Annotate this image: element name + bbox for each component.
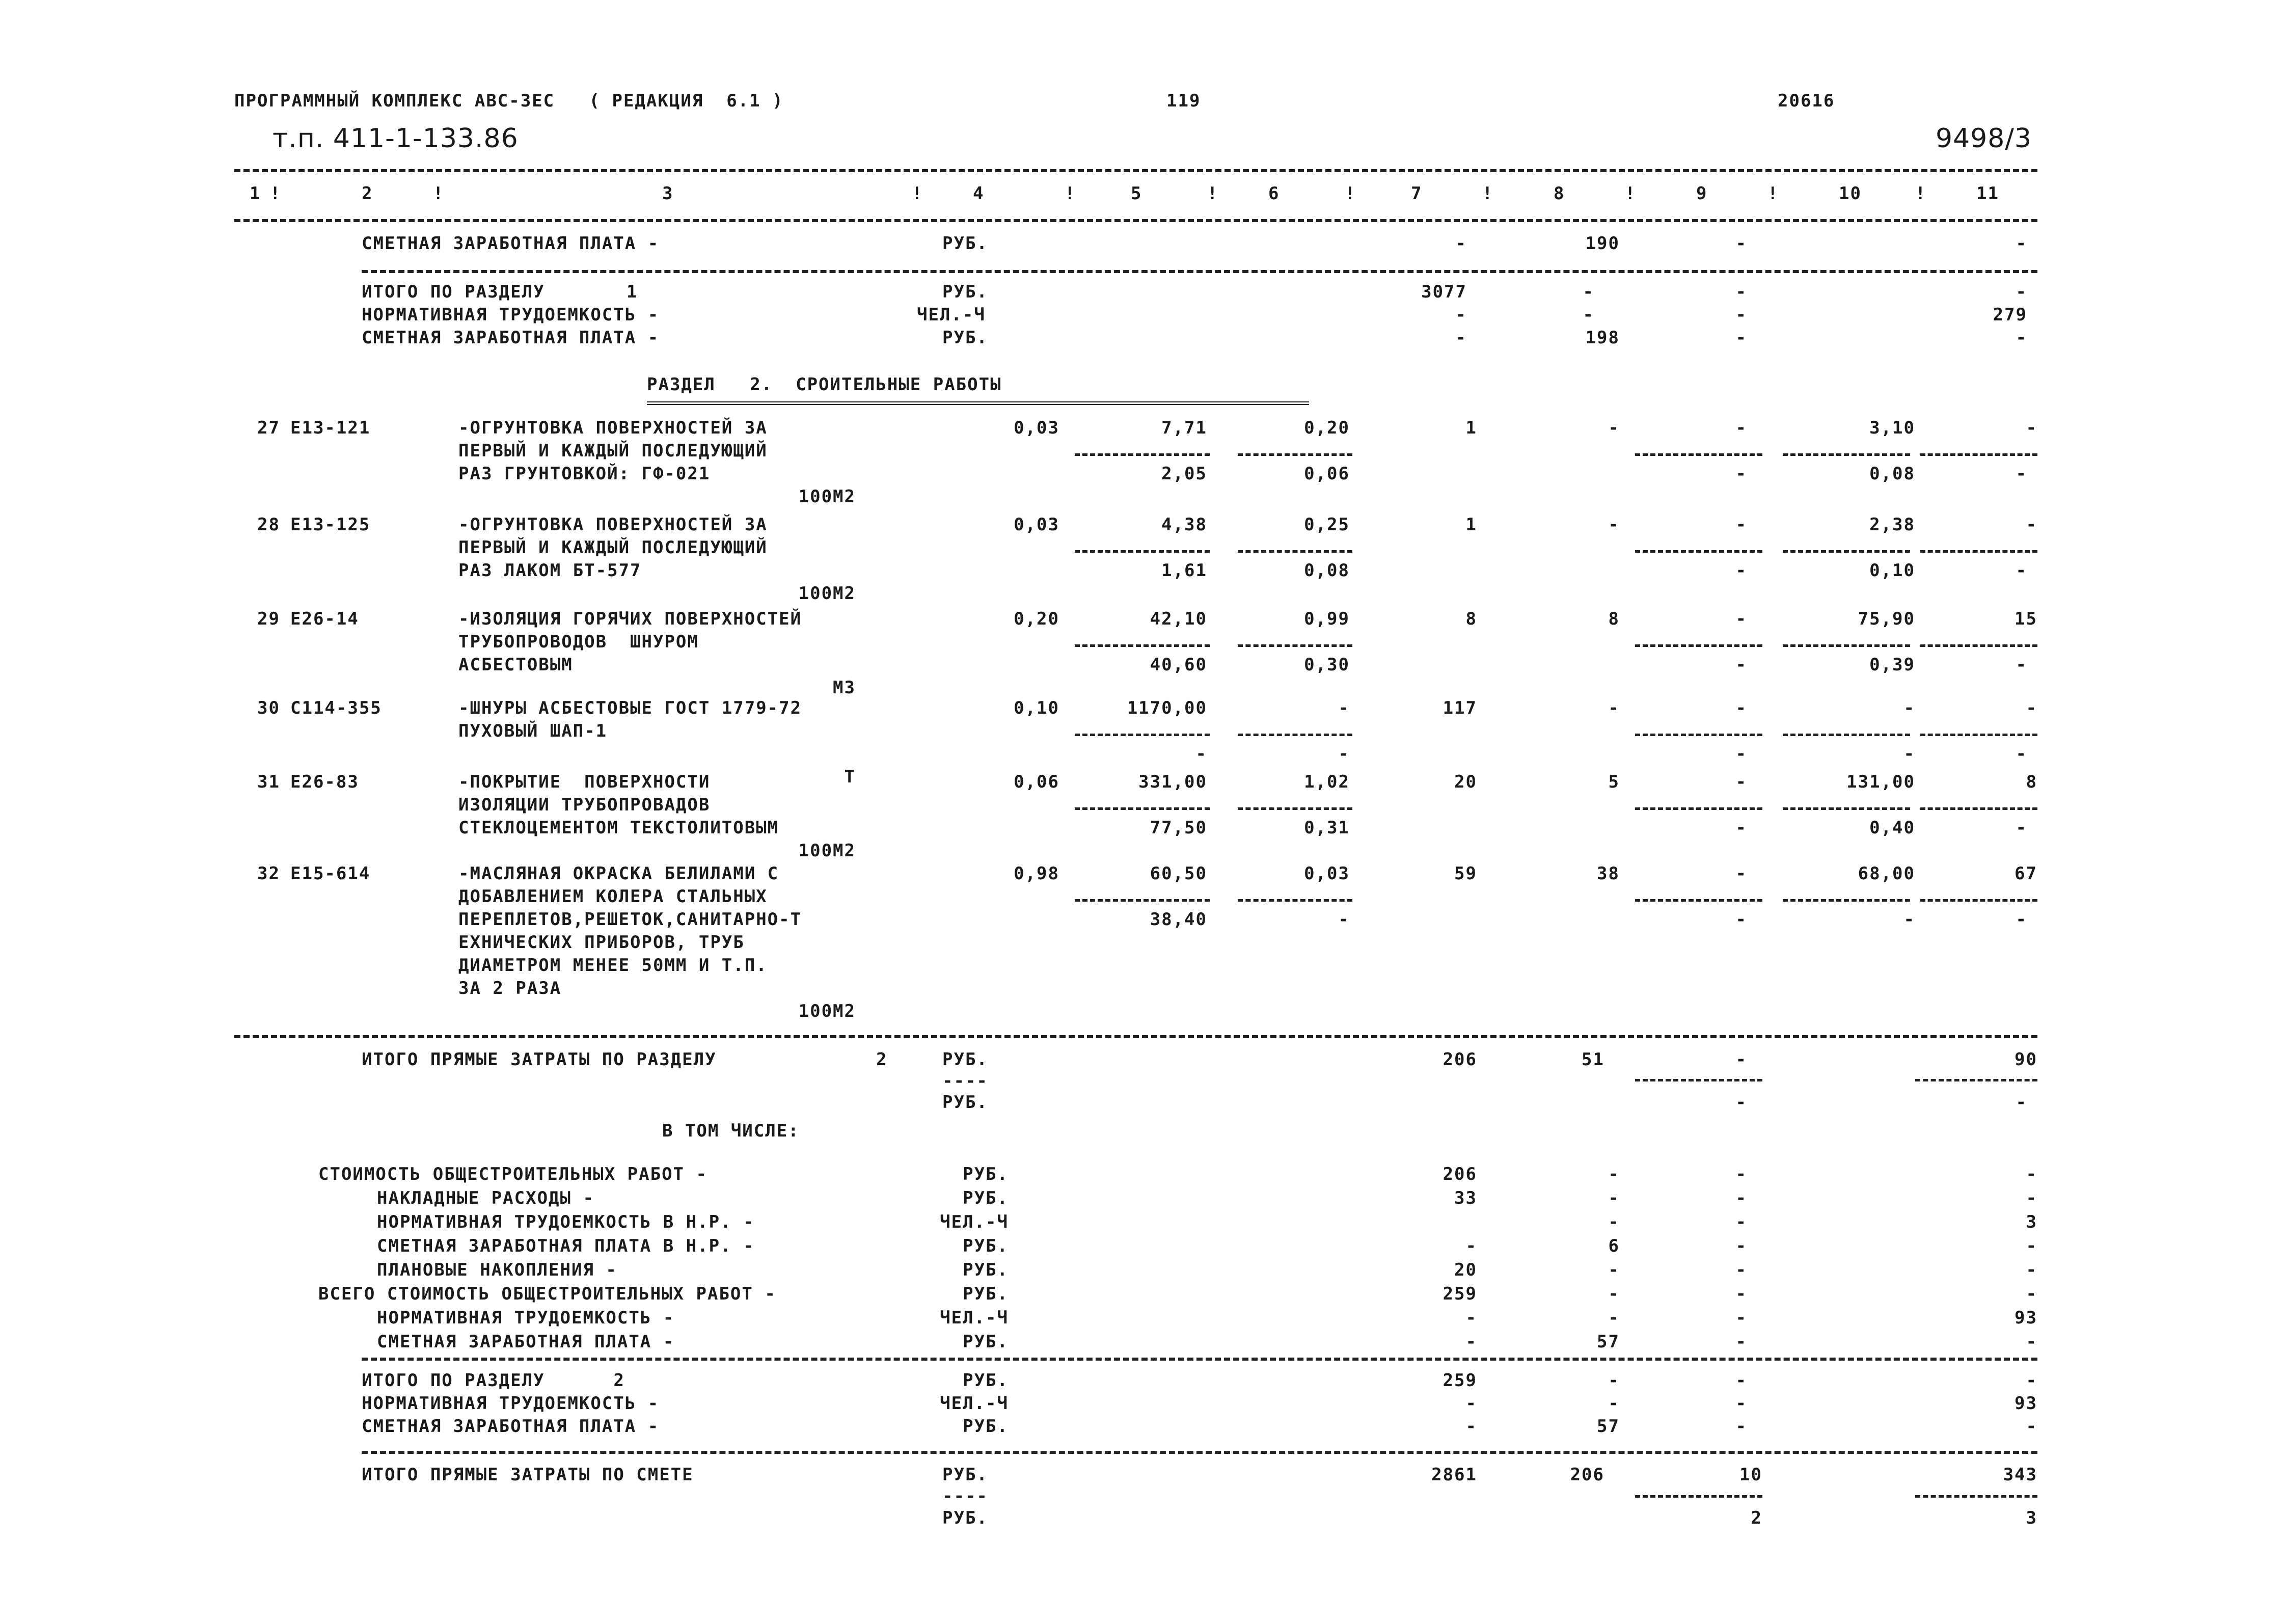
rule <box>362 270 2037 273</box>
rule <box>1635 1079 1762 1081</box>
item-unit: 100М2 <box>798 1001 856 1021</box>
summary-c11: - <box>2016 233 2027 254</box>
breakdown-c8: - <box>1608 1308 1620 1328</box>
item-c8: - <box>1608 418 1620 438</box>
summary-c9: - <box>1735 233 1747 254</box>
item-c7: 8 <box>1465 609 1477 629</box>
item-price-labor: - <box>1338 698 1350 718</box>
item-number: 28 <box>257 515 280 535</box>
item-c11: - <box>2026 515 2037 535</box>
breakdown-c7: - <box>1465 1332 1477 1352</box>
item-c9: - <box>1735 609 1747 629</box>
item-desc: ПЕРВЫЙ И КАЖДЫЙ ПОСЛЕДУЮЩИЙ <box>458 441 768 461</box>
item-desc: ДОБАВЛЕНИЕМ КОЛЕРА СТАЛЬНЫХ <box>458 886 768 907</box>
summary-c8: - <box>1583 282 1594 302</box>
breakdown-c11: - <box>2026 1260 2037 1280</box>
item-c7: 20 <box>1454 772 1477 792</box>
item-c10: - <box>1903 698 1915 718</box>
item-code: Е13-121 <box>290 418 371 438</box>
item-price-total: 4,38 <box>1161 515 1207 535</box>
estimate-total-c9b: 2 <box>1751 1508 1762 1528</box>
item-desc: АСБЕСТОВЫМ <box>458 655 573 675</box>
rule <box>1635 899 1762 902</box>
section-total-label: ИТОГО ПО РАЗДЕЛУ 2 <box>362 1370 625 1391</box>
summary-c7: - <box>1455 328 1467 348</box>
col-11: 11 <box>1976 183 1999 204</box>
item-c7: 59 <box>1454 863 1477 884</box>
rule <box>1783 807 1910 810</box>
breakdown-c9: - <box>1735 1188 1747 1208</box>
direct-costs-c9b: - <box>1735 1092 1747 1113</box>
breakdown-label: НОРМАТИВНАЯ ТРУДОЕМКОСТЬ В Н.Р. - <box>377 1212 755 1232</box>
summary-c8: - <box>1583 305 1594 325</box>
item-code: С114-355 <box>290 698 382 718</box>
direct-costs-c11b: - <box>2016 1092 2027 1113</box>
item-unit: 100М2 <box>798 486 856 507</box>
rule <box>1635 453 1762 456</box>
section-total-label: СМЕТНАЯ ЗАРАБОТНАЯ ПЛАТА - <box>362 1416 660 1437</box>
breakdown-c9: - <box>1735 1308 1747 1328</box>
item-price-labor: 0,99 <box>1304 609 1350 629</box>
breakdown-label: ПЛАНОВЫЕ НАКОПЛЕНИЯ - <box>377 1260 617 1280</box>
item-c10b: 0,10 <box>1869 560 1915 581</box>
summary-c11: 279 <box>1993 305 2027 325</box>
item-c11b: - <box>2016 818 2027 838</box>
breakdown-c11: - <box>2026 1164 2037 1184</box>
breakdown-c7: - <box>1465 1308 1477 1328</box>
direct-costs-unit-rule: ---- <box>942 1071 988 1091</box>
breakdown-c7: - <box>1465 1236 1477 1256</box>
item-c9b: - <box>1735 909 1747 930</box>
summary-c7: 3077 <box>1421 282 1467 302</box>
item-code: Е26-83 <box>290 772 359 792</box>
item-code: Е13-125 <box>290 515 371 535</box>
item-c9: - <box>1735 418 1747 438</box>
summary-c7: - <box>1455 305 1467 325</box>
item-c9: - <box>1735 515 1747 535</box>
item-desc: ИЗОЛЯЦИИ ТРУБОПРОВАДОВ <box>458 795 711 815</box>
item-unit: 100М2 <box>798 841 856 861</box>
document-code: 20616 <box>1778 91 1835 111</box>
item-desc: -МАСЛЯНАЯ ОКРАСКА БЕЛИЛАМИ С <box>458 863 779 884</box>
col-5: 5 <box>1131 183 1142 204</box>
sheet-number: 9498/3 <box>1936 123 2032 154</box>
item-desc: -ОГРУНТОВКА ПОВЕРХНОСТЕЙ ЗА <box>458 515 768 535</box>
section-total-c8: 57 <box>1597 1416 1620 1437</box>
item-price-labor: 0,20 <box>1304 418 1350 438</box>
summary-c9: - <box>1735 328 1747 348</box>
breakdown-c9: - <box>1735 1164 1747 1184</box>
item-desc: ЗА 2 РАЗА <box>458 978 562 998</box>
breakdown-c11: - <box>2026 1236 2037 1256</box>
item-price-wage: 38,40 <box>1150 909 1207 930</box>
item-price-labor: 1,02 <box>1304 772 1350 792</box>
item-c11: - <box>2026 698 2037 718</box>
item-c7: 1 <box>1465 418 1477 438</box>
section-total-c11: 93 <box>2015 1393 2037 1414</box>
breakdown-unit: РУБ. <box>963 1260 1009 1280</box>
breakdown-c9: - <box>1735 1236 1747 1256</box>
rule <box>1635 550 1762 553</box>
item-c7: 117 <box>1443 698 1477 718</box>
item-c11b: - <box>2016 464 2027 484</box>
item-c10b: - <box>1903 744 1915 764</box>
summary-section-num: 1 <box>627 282 638 302</box>
rule <box>1075 550 1210 553</box>
item-price-total: 42,10 <box>1150 609 1207 629</box>
item-desc: ПУХОВЫЙ ШАП-1 <box>458 721 608 741</box>
breakdown-unit: РУБ. <box>963 1284 1009 1304</box>
breakdown-unit: РУБ. <box>963 1188 1009 1208</box>
rule <box>234 1035 2037 1038</box>
including-heading: В ТОМ ЧИСЛЕ: <box>662 1121 800 1141</box>
item-number: 31 <box>257 772 280 792</box>
rule <box>1238 899 1352 902</box>
summary-label: НОРМАТИВНАЯ ТРУДОЕМКОСТЬ - <box>362 305 660 325</box>
item-c9b: - <box>1735 560 1747 581</box>
item-number: 27 <box>257 418 280 438</box>
direct-costs-c11: 90 <box>2015 1049 2037 1070</box>
breakdown-c9: - <box>1735 1284 1747 1304</box>
item-price-wage-labor: 0,31 <box>1304 818 1350 838</box>
section-total-c7: 259 <box>1443 1370 1477 1391</box>
item-c10b: 0,40 <box>1869 818 1915 838</box>
item-quantity: 0,06 <box>1014 772 1059 792</box>
item-c10: 2,38 <box>1869 515 1915 535</box>
item-price-wage: 40,60 <box>1150 655 1207 675</box>
summary-unit: РУБ. <box>942 328 988 348</box>
rule <box>362 1358 2037 1361</box>
item-quantity: 0,20 <box>1014 609 1059 629</box>
item-desc: -ШНУРЫ АСБЕСТОВЫЕ ГОСТ 1779-72 <box>458 698 802 718</box>
summary-label: СМЕТНАЯ ЗАРАБОТНАЯ ПЛАТА - <box>362 328 660 348</box>
item-c10b: - <box>1903 909 1915 930</box>
direct-costs-c8: 51 <box>1582 1049 1604 1070</box>
section-total-c9: - <box>1735 1370 1747 1391</box>
breakdown-c11: 93 <box>2015 1308 2037 1328</box>
summary-c9: - <box>1735 305 1747 325</box>
estimate-total-c7: 2861 <box>1431 1465 1477 1485</box>
rule <box>362 1451 2037 1454</box>
item-c7: 1 <box>1465 515 1477 535</box>
col-7: 7 <box>1411 183 1423 204</box>
breakdown-label: НАКЛАДНЫЕ РАСХОДЫ - <box>377 1188 594 1208</box>
breakdown-c9: - <box>1735 1332 1747 1352</box>
direct-costs-section-num: 2 <box>876 1049 888 1070</box>
item-desc: СТЕКЛОЦЕМЕНТОМ ТЕКСТОЛИТОВЫМ <box>458 818 779 838</box>
breakdown-c9: - <box>1735 1212 1747 1232</box>
page-number: 119 <box>1166 91 1201 111</box>
item-c10: 131,00 <box>1846 772 1915 792</box>
item-c11b: - <box>2016 655 2027 675</box>
item-number: 32 <box>257 863 280 884</box>
item-price-total: 60,50 <box>1150 863 1207 884</box>
summary-label: ИТОГО ПО РАЗДЕЛУ <box>362 282 545 302</box>
rule <box>1920 550 2037 553</box>
item-quantity: 0,03 <box>1014 418 1059 438</box>
direct-costs-unit: РУБ. <box>942 1049 988 1070</box>
breakdown-c7: 33 <box>1454 1188 1477 1208</box>
item-c9b: - <box>1735 744 1747 764</box>
breakdown-unit: ЧЕЛ.-Ч <box>940 1212 1009 1232</box>
item-desc: ДИАМЕТРОМ МЕНЕЕ 50ММ И Т.П. <box>458 955 768 976</box>
item-price-wage: 2,05 <box>1161 464 1207 484</box>
breakdown-c7: 259 <box>1443 1284 1477 1304</box>
section-total-c7: - <box>1465 1416 1477 1437</box>
rule <box>1635 807 1762 810</box>
breakdown-c8: - <box>1608 1260 1620 1280</box>
item-c11: 67 <box>2015 863 2037 884</box>
breakdown-c8: 6 <box>1608 1236 1620 1256</box>
estimate-total-label: ИТОГО ПРЯМЫЕ ЗАТРАТЫ ПО СМЕТЕ <box>362 1465 694 1485</box>
item-price-wage-labor: 0,30 <box>1304 655 1350 675</box>
section-total-c9: - <box>1735 1416 1747 1437</box>
estimate-total-unit: РУБ. <box>942 1465 988 1485</box>
estimate-total-c9: 10 <box>1739 1465 1762 1485</box>
rule <box>1238 644 1352 647</box>
section-title-underline <box>647 401 1309 405</box>
section-total-unit: РУБ. <box>963 1416 1009 1437</box>
direct-costs-c9: - <box>1735 1049 1747 1070</box>
breakdown-label: СМЕТНАЯ ЗАРАБОТНАЯ ПЛАТА - <box>377 1332 675 1352</box>
section-total-c8: - <box>1608 1370 1620 1391</box>
rule <box>1915 1495 2037 1498</box>
header-rule-bottom <box>234 219 2037 222</box>
rule <box>1075 453 1210 456</box>
breakdown-c11: - <box>2026 1284 2037 1304</box>
col-1: 1 <box>250 183 261 204</box>
item-c8: - <box>1608 698 1620 718</box>
item-c11: 8 <box>2026 772 2037 792</box>
summary-c8: 190 <box>1585 233 1620 254</box>
rule <box>1920 807 2037 810</box>
rule <box>1783 734 1910 736</box>
item-c9b: - <box>1735 655 1747 675</box>
col-8: 8 <box>1554 183 1565 204</box>
item-desc: РАЗ ГРУНТОВКОЙ: ГФ-021 <box>458 464 711 484</box>
item-c8: - <box>1608 515 1620 535</box>
col-3: 3 <box>662 183 674 204</box>
section-total-c11: - <box>2026 1416 2037 1437</box>
estimate-total-unit-2: РУБ. <box>942 1508 988 1528</box>
summary-unit: ЧЕЛ.-Ч <box>917 305 986 325</box>
item-desc: ТРУБОПРОВОДОВ ШНУРОМ <box>458 632 699 652</box>
item-price-wage-labor: - <box>1338 909 1350 930</box>
item-c9: - <box>1735 772 1747 792</box>
item-c11b: - <box>2016 560 2027 581</box>
breakdown-c11: 3 <box>2026 1212 2037 1232</box>
breakdown-c7: 20 <box>1454 1260 1477 1280</box>
section-total-unit: ЧЕЛ.-Ч <box>940 1393 1009 1414</box>
rule <box>1920 644 2037 647</box>
section-total-label: НОРМАТИВНАЯ ТРУДОЕМКОСТЬ - <box>362 1393 660 1414</box>
rule <box>1238 550 1352 553</box>
item-c10: 75,90 <box>1858 609 1915 629</box>
breakdown-unit: РУБ. <box>963 1332 1009 1352</box>
estimate-total-c11: 343 <box>2003 1465 2037 1485</box>
item-desc: -ИЗОЛЯЦИЯ ГОРЯЧИХ ПОВЕРХНОСТЕЙ <box>458 609 802 629</box>
section-total-c9: - <box>1735 1393 1747 1414</box>
item-c11b: - <box>2016 744 2027 764</box>
summary-unit: РУБ. <box>942 282 988 302</box>
item-desc: ЕХНИЧЕСКИХ ПРИБОРОВ, ТРУБ <box>458 932 745 953</box>
item-price-wage: - <box>1195 744 1207 764</box>
direct-costs-label: ИТОГО ПРЯМЫЕ ЗАТРАТЫ ПО РАЗДЕЛУ <box>362 1049 717 1070</box>
item-number: 29 <box>257 609 280 629</box>
project-number: т.п. 411-1-133.86 <box>273 123 519 154</box>
summary-unit: РУБ. <box>942 233 988 254</box>
item-c11: - <box>2026 418 2037 438</box>
item-price-wage-labor: 0,06 <box>1304 464 1350 484</box>
rule <box>1238 734 1352 736</box>
rule <box>1920 734 2037 736</box>
header-rule-top <box>234 169 2037 172</box>
breakdown-c8: 57 <box>1597 1332 1620 1352</box>
item-desc: -ОГРУНТОВКА ПОВЕРХНОСТЕЙ ЗА <box>458 418 768 438</box>
summary-c7: - <box>1455 233 1467 254</box>
rule <box>1635 644 1762 647</box>
rule <box>1635 1495 1762 1498</box>
item-price-labor: 0,25 <box>1304 515 1350 535</box>
item-c10: 68,00 <box>1858 863 1915 884</box>
item-price-labor: 0,03 <box>1304 863 1350 884</box>
breakdown-c8: - <box>1608 1284 1620 1304</box>
rule <box>1075 644 1210 647</box>
col-10: 10 <box>1839 183 1862 204</box>
item-price-wage-labor: - <box>1338 744 1350 764</box>
rule <box>1915 1079 2037 1081</box>
item-price-wage: 77,50 <box>1150 818 1207 838</box>
breakdown-label: СТОИМОСТЬ ОБЩЕСТРОИТЕЛЬНЫХ РАБОТ - <box>318 1164 707 1184</box>
item-c10: 3,10 <box>1869 418 1915 438</box>
section-total-c8: - <box>1608 1393 1620 1414</box>
direct-costs-c7: 206 <box>1443 1049 1477 1070</box>
direct-costs-unit-2: РУБ. <box>942 1092 988 1113</box>
rule <box>1238 453 1352 456</box>
item-code: Е15-614 <box>290 863 371 884</box>
section-total-c7: - <box>1465 1393 1477 1414</box>
item-c11b: - <box>2016 909 2027 930</box>
item-desc: ПЕРВЫЙ И КАЖДЫЙ ПОСЛЕДУЮЩИЙ <box>458 537 768 558</box>
rule <box>1783 453 1910 456</box>
rule <box>1075 734 1210 736</box>
item-quantity: 0,03 <box>1014 515 1059 535</box>
summary-c8: 198 <box>1585 328 1620 348</box>
summary-c9: - <box>1735 282 1747 302</box>
item-number: 30 <box>257 698 280 718</box>
item-unit: Т <box>844 767 856 787</box>
estimate-total-unit-rule: ---- <box>942 1486 988 1506</box>
breakdown-unit: РУБ. <box>963 1236 1009 1256</box>
breakdown-c8: - <box>1608 1164 1620 1184</box>
breakdown-unit: ЧЕЛ.-Ч <box>940 1308 1009 1328</box>
item-c10b: 0,39 <box>1869 655 1915 675</box>
item-desc: ПЕРЕПЛЕТОВ,РЕШЕТОК,САНИТАРНО-Т <box>458 909 802 930</box>
item-quantity: 0,10 <box>1014 698 1059 718</box>
item-c9: - <box>1735 698 1747 718</box>
breakdown-c7: 206 <box>1443 1164 1477 1184</box>
breakdown-label: СМЕТНАЯ ЗАРАБОТНАЯ ПЛАТА В Н.Р. - <box>377 1236 755 1256</box>
breakdown-c8: - <box>1608 1188 1620 1208</box>
item-desc: РАЗ ЛАКОМ БТ-577 <box>458 560 642 581</box>
rule <box>1635 734 1762 736</box>
section-total-c11: - <box>2026 1370 2037 1391</box>
item-price-total: 1170,00 <box>1127 698 1207 718</box>
rule <box>1783 550 1910 553</box>
item-c9b: - <box>1735 818 1747 838</box>
breakdown-label: ВСЕГО СТОИМОСТЬ ОБЩЕСТРОИТЕЛЬНЫХ РАБОТ - <box>318 1284 776 1304</box>
item-price-total: 7,71 <box>1161 418 1207 438</box>
item-c9: - <box>1735 863 1747 884</box>
section-total-unit: РУБ. <box>963 1370 1009 1391</box>
breakdown-c8: - <box>1608 1212 1620 1232</box>
item-price-total: 331,00 <box>1138 772 1207 792</box>
program-header: ПРОГРАММНЫЙ КОМПЛЕКС АВС-ЗЕС ( РЕДАКЦИЯ 6.1 ) <box>234 91 784 111</box>
rule <box>1238 807 1352 810</box>
rule <box>1075 899 1210 902</box>
item-desc: -ПОКРЫТИЕ ПОВЕРХНОСТИ <box>458 772 711 792</box>
item-unit: М3 <box>833 678 856 698</box>
col-4: 4 <box>973 183 985 204</box>
rule <box>1783 644 1910 647</box>
item-unit: 100М2 <box>798 583 856 604</box>
rule <box>1920 453 2037 456</box>
section-title: РАЗДЕЛ 2. СРОИТЕЛЬНЫЕ РАБОТЫ <box>647 374 1002 395</box>
item-c8: 8 <box>1608 609 1620 629</box>
breakdown-c9: - <box>1735 1260 1747 1280</box>
item-quantity: 0,98 <box>1014 863 1059 884</box>
estimate-total-c11b: 3 <box>2026 1508 2037 1528</box>
item-code: Е26-14 <box>290 609 359 629</box>
breakdown-unit: РУБ. <box>963 1164 1009 1184</box>
col-6: 6 <box>1268 183 1280 204</box>
summary-c11: - <box>2016 282 2027 302</box>
summary-c11: - <box>2016 328 2027 348</box>
item-c9b: - <box>1735 464 1747 484</box>
item-price-wage: 1,61 <box>1161 560 1207 581</box>
rule <box>1920 899 2037 902</box>
col-2: 2 <box>362 183 373 204</box>
summary-label: СМЕТНАЯ ЗАРАБОТНАЯ ПЛАТА - <box>362 233 660 254</box>
item-c11: 15 <box>2015 609 2037 629</box>
item-price-wage-labor: 0,08 <box>1304 560 1350 581</box>
item-c8: 5 <box>1608 772 1620 792</box>
rule <box>1783 899 1910 902</box>
rule <box>1075 807 1210 810</box>
item-c10b: 0,08 <box>1869 464 1915 484</box>
breakdown-label: НОРМАТИВНАЯ ТРУДОЕМКОСТЬ - <box>377 1308 675 1328</box>
breakdown-c11: - <box>2026 1188 2037 1208</box>
estimate-total-c8: 206 <box>1570 1465 1604 1485</box>
item-c8: 38 <box>1597 863 1620 884</box>
col-9: 9 <box>1696 183 1708 204</box>
breakdown-c11: - <box>2026 1332 2037 1352</box>
